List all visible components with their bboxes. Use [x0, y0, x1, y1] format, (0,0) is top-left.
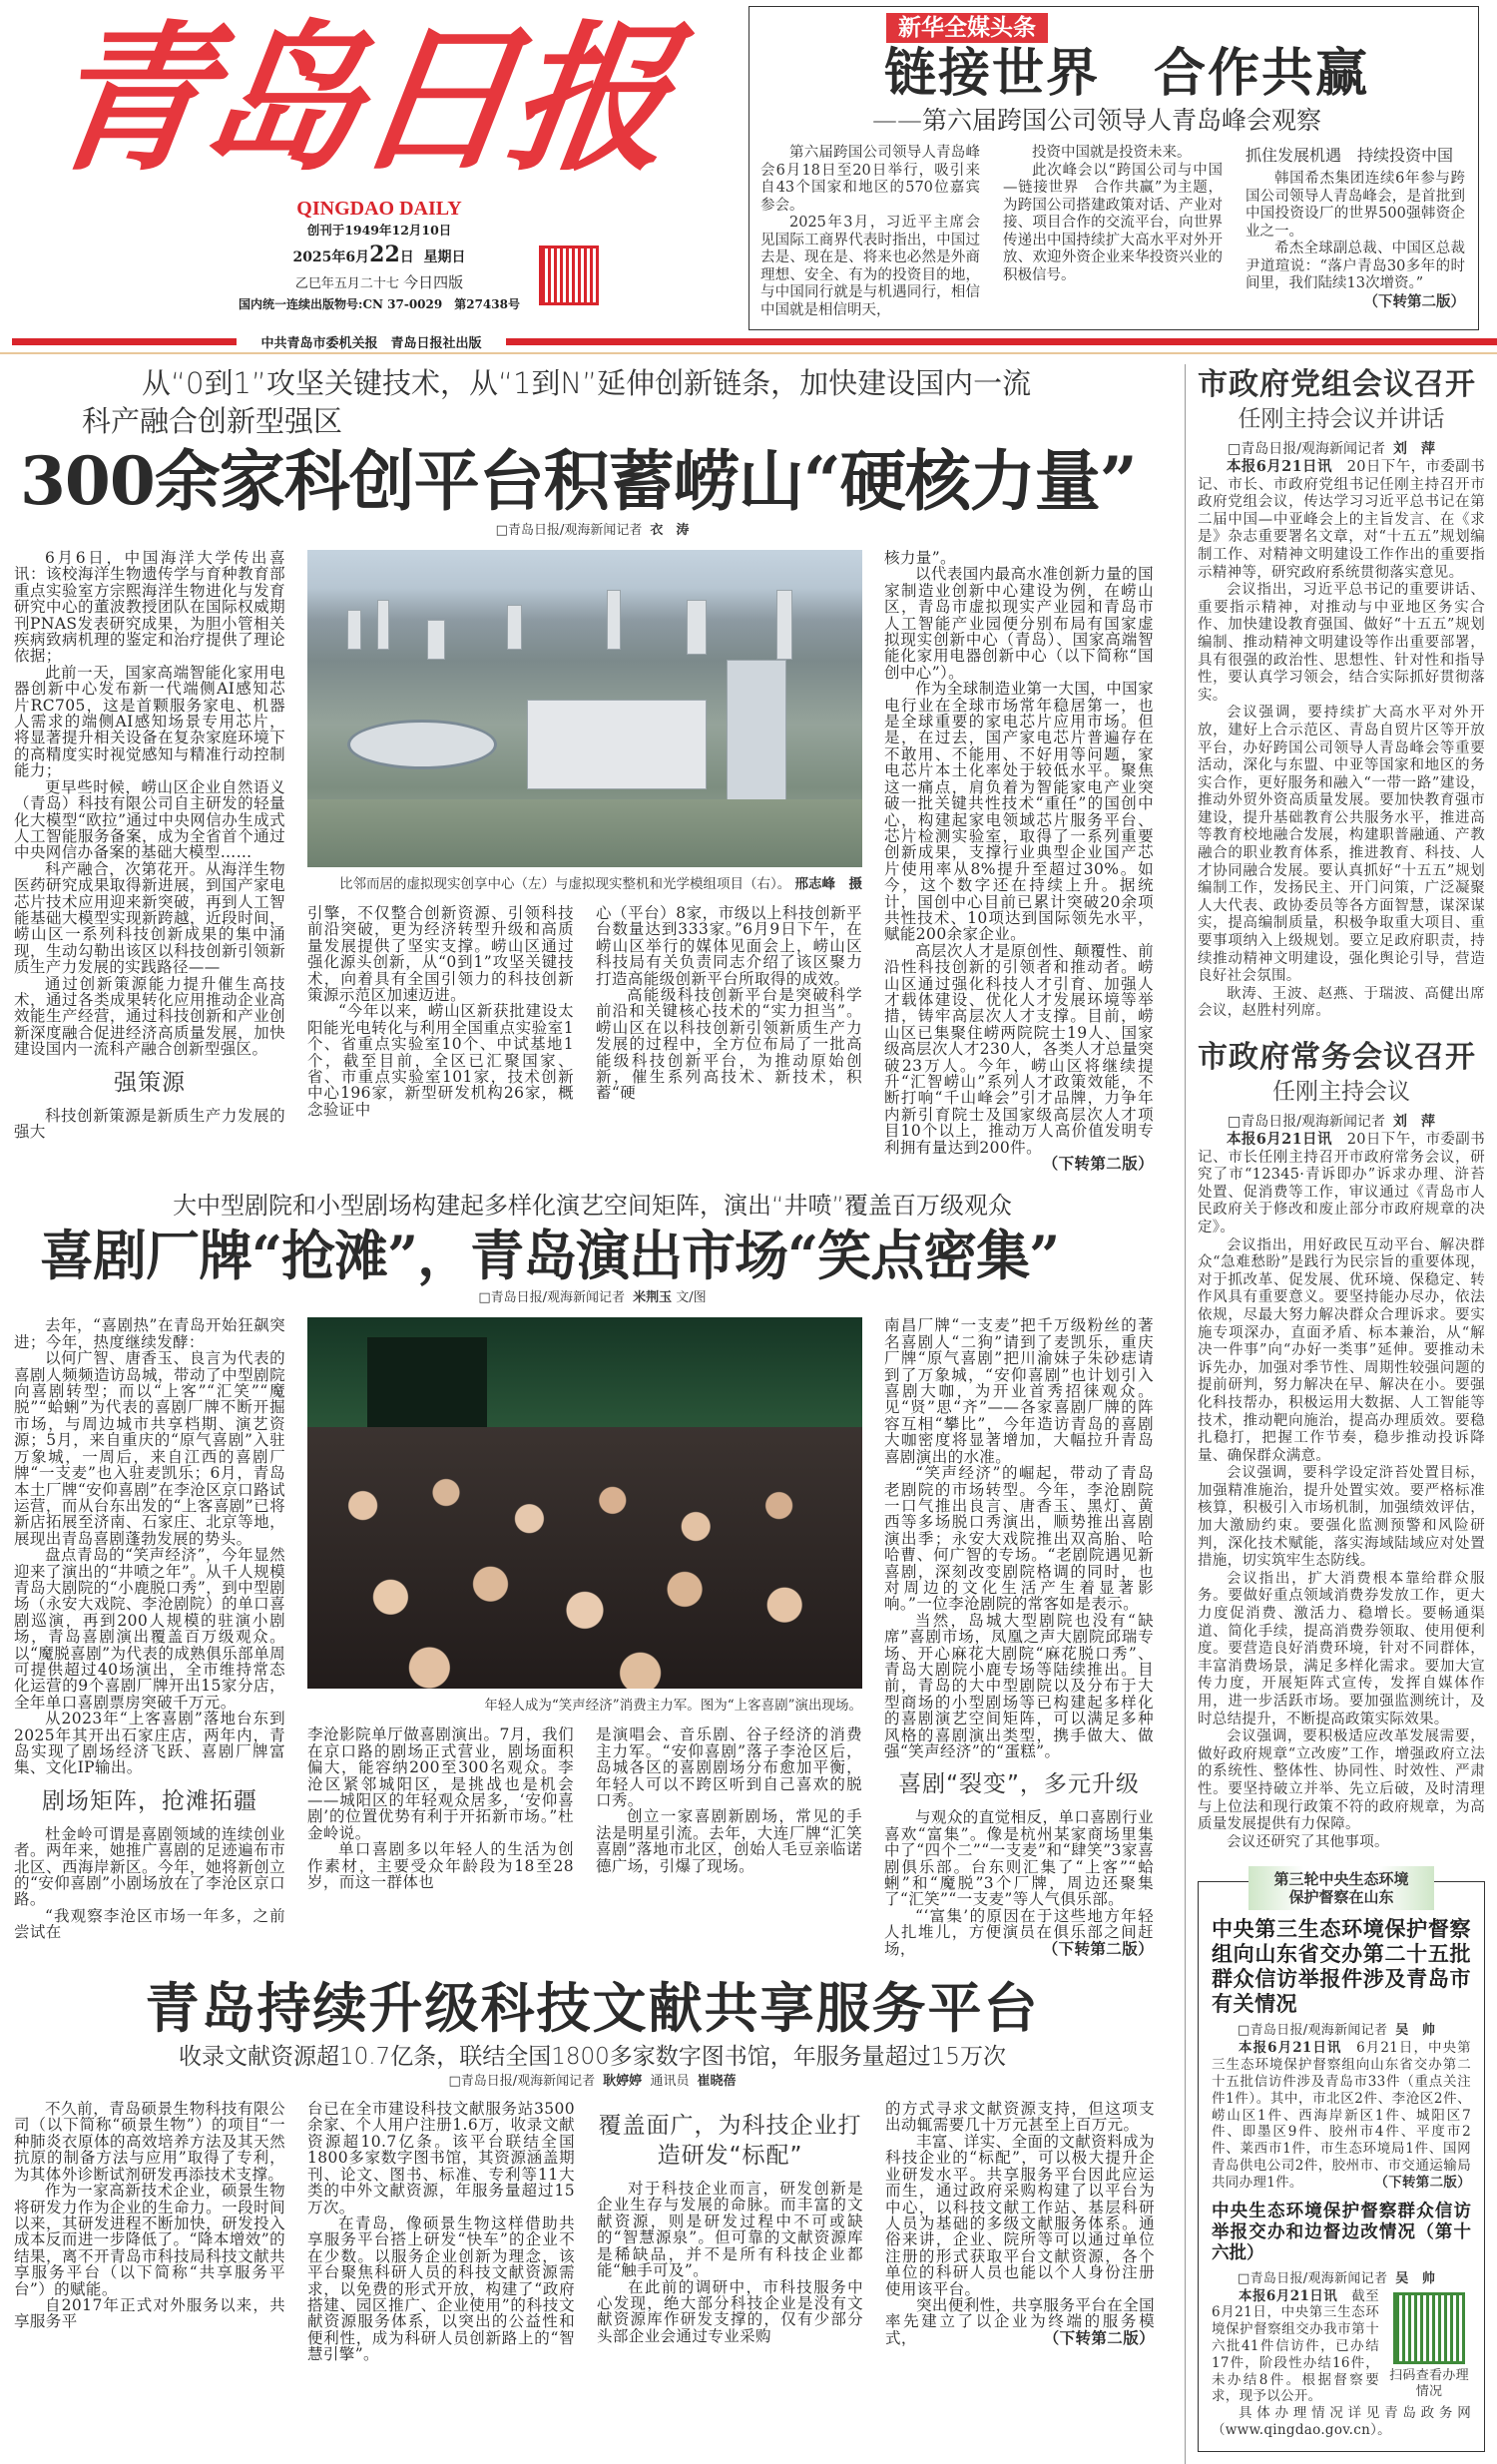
paragraph: [307, 905, 574, 1003]
masthead-rule: [0, 332, 1497, 350]
paragraph: 通过创新策源能力提升催生高技术，通过各类成果转化应用推动企业高效能生产经营，通过科技创新和产业创新深度融合促进经济高质量发展，加快建设国内一流科产融合创新型强区。: [14, 975, 285, 1058]
library-column-2: [307, 2101, 575, 2363]
paragraph: [1212, 2040, 1471, 2191]
byline-label: □青岛日报/观海新闻记者: [448, 2074, 596, 2090]
eco-story-1: [1212, 2022, 1471, 2191]
byline-label: □青岛日报/观海新闻记者: [495, 523, 643, 538]
masthead-logo: 青岛日报: [36, 5, 679, 193]
english-name: QINGDAO DAILY: [296, 198, 462, 220]
lead-story: [0, 364, 1185, 1172]
comedy-middle: [307, 1317, 862, 1890]
paragraph: “笑声经济”的崛起，带动了青岛老剧院的市场转型。今年，李沧剧院一口气推出良言、唐香玉、黑灯、黄西等多场脱口秀演出，顺势推出喜剧演出季；永安大戏院推出双高胎、哈哈曹、何广智的专场。“老剧院遇见新喜剧，深刻改变剧院格调的同时，也对周边的文化生活产生着显著影响。”一位李沧剧院的常客如是表示。: [884, 1465, 1154, 1613]
paragraph: 在此前的调研中，市科技服务中心发现，绝大部分科技企业是没有文献资源库作研发支撑的，仅有少部分头部企业会通过专业采购: [597, 2278, 863, 2345]
story-headline[interactable]: 市政府党组会议召开: [1198, 367, 1476, 402]
paragraph: 高能级科技创新平台是突破科学前沿和关键核心技术的“实力担当”。崂山区在以科技创新引领新质生产力发展的过程中，全方位布局了一批高能级科技创新平台，为推动原始创新，催生系列高技术、新技术，积蓄“硬: [596, 987, 862, 1102]
qr-code-icon[interactable]: [1393, 2292, 1465, 2364]
serial-number: 国内统一连续出版物号:CN 37-0029 第27438号: [239, 297, 520, 311]
paragraph: 6月6日，中国海洋大学传出喜讯：该校海洋生物遗传学与育种教育部重点实验室方宗熙海洋生物进化与发育研究中心的董波教授团队在国际权威期刊PNAS发表研究成果，为胆小管相关疾病致病机理的鉴定和治疗提供了理论依据；: [14, 550, 285, 665]
paragraph: 会议指出，扩大消费根本靠给群众服务。要做好重点领域消费券发放工作，更大力度促消费、激活力、稳增长。要畅通渠道、简化手续，提高消费券领取、使用便利度。要营造良好消费环境，针对不同群体，丰富消费场景，满足多样化需求。要加大宣传力度，开展矩阵式宣传，发挥自媒体作用，进一步活跃市场。要加强监测统计，及时总结提升，不断提高政策实际效果。: [1198, 1570, 1485, 1727]
paragraph: [885, 2297, 1155, 2346]
comedy-body: [0, 1317, 1185, 1957]
byline-label: □青岛日报/观海新闻记者: [478, 1290, 626, 1306]
paragraph: 会议强调，要积极适应改革发展需要，做好政府规章“立改废”工作，增强政府立法的系统性、整体性、协同性、时效性、严肃性。要坚持破立并举、先立后破，及时清理与上位法和现行政策不符的政府规章，为高质量发展提供有力保障。: [1198, 1728, 1485, 1833]
author: 米荆玉: [633, 1290, 673, 1306]
paragraph: 会议指出，习近平总书记的重要讲话、重要指示精神，对推动与中亚地区务实合作、加快建设教育强国、做好“十五五”规划编制、推动精神文明建设等作出重要部署，具有很强的政治性、思想性、针对性和指导性，要认真学习领会，结合实际抓好贯彻落实。: [1198, 582, 1485, 704]
top-feature-box: [748, 6, 1479, 330]
paragraph: 耿涛、王波、赵燕、于瑞波、高健出席会议，赵胜村列席。: [1198, 985, 1485, 1020]
top-columns: [760, 145, 1467, 319]
comedy-story: [0, 1190, 1185, 1957]
story-byline: [1198, 440, 1485, 458]
paragraph: 对于科技企业而言，研发创新是企业生存与发展的命脉。而丰富的文献资源，则是研发过程中不可或缺的“智慧源泉”。但可靠的文献资源库是稀缺品，并不是所有科技企业都能“触手可及”。: [597, 2181, 863, 2279]
lead-byline: [0, 522, 1185, 540]
qr-caption: 扫码查看办理情况: [1389, 2367, 1469, 2399]
library-story: [0, 1975, 1185, 2363]
paragraph: [884, 550, 1154, 566]
banner-line: 保护督察在山东: [1288, 1888, 1394, 1907]
paragraph: 在青岛，像硕景生物这样借助共享服务平台搭上研发“快车”的企业不在少数。以服务企业创新为理念，该平台聚焦科研人员的科技文献资源需求，以免费的形式开放，构建了“政府搭建、园区推广、企业使用”的科技文献资源服务体系，以突出的公益性和便利性，成为科研人员创新路上的“智慧引擎”。: [307, 2215, 575, 2363]
paragraph: 科产融合，次第花开。从海洋生物医药研究成果取得新进展，到国产家电芯片技术应用迎来新突破，再到人工智能基础大模型实现新跨越，近段时间，崂山区一系列科技创新成果的集中涌现，生动勾勒出该区以科技创新引领新质生产力发展的实践路径——: [14, 860, 285, 976]
paragraph-text: 南昌厂牌“一支麦”把千万级粉丝的著名喜剧人“二狗”请到了麦凯乐，重庆厂牌“原气喜剧”把川渝妹子朱砂痣请到了万象城，“安仰喜剧”也计划引入喜剧大咖，为开业首秀招徕观众。见“贤”思“齐”——各家喜剧厂牌的阵容互相“攀比”，今年造访青岛的喜剧大咖密度将显著增加，大幅拉升青岛喜剧演出的水准。: [884, 1317, 1154, 1466]
paragraph: “今年以来，崂山区新获批建设太阳能光电转化与利用全国重点实验室1个、省重点实验室10个、中试基地1个，截至目前，全区已汇聚国家、省、市重点实验室101家，技术创新中心196家，新型研发机构26家，概念验证中: [307, 1003, 574, 1119]
paragraph: 希杰全球副总裁、中国区总裁尹道瑄说：“落户青岛30多年的时间里，我们陆续13次增资。”: [1246, 241, 1465, 291]
paragraph: 去年，“喜剧热”在青岛开始狂飙突进；今年，热度继续发酵：: [14, 1317, 285, 1351]
comedy-column-left: [14, 1317, 285, 1940]
qr-block: [1387, 2292, 1471, 2400]
lead-photo-aerial-city[interactable]: [307, 550, 862, 867]
continued-label[interactable]: （下转第二版）: [1042, 1154, 1154, 1173]
paragraph: 不久前，青岛硕景生物科技有限公司（以下简称“硕景生物”）的项目“一种肺炎衣原体的高效培养方法及其天然抗原的制备方法与应用”取得了专利，为其体外诊断试剂研发再添技术支撑。: [14, 2101, 285, 2184]
comedy-byline: [0, 1289, 1185, 1307]
paragraph: 以何广智、唐香玉、良言为代表的喜剧人频频造访岛城，带动了中型剧院向喜剧转型；而以“上客”“汇笑”“魔脱”“蛤蜊”为代表的喜剧厂牌不断开掘市场，与周边城市共享档期、演艺资源；5月，来自重庆的“原气喜剧”入驻万象城，一周后，来自江西的喜剧厂牌“一支麦”也入驻麦凯乐；6月，青岛本土厂牌“安仰喜剧”在李沧区京口路试运营，而从台东出发的“上客喜剧”已将新店拓展至济南、石家庄、北京等地，展现出青岛喜剧蓬勃发展的势头。: [14, 1350, 285, 1548]
paragraph-text: 的方式寻求文献资源支持，但这项支出动辄需要几十万元甚至上百万元。: [885, 2101, 1155, 2134]
continued-label[interactable]: （下转第二版）: [1374, 2174, 1471, 2191]
top-col-1: [760, 145, 980, 319]
top-headline[interactable]: 链接世界 合作共赢: [884, 43, 1370, 104]
publisher-line: 中共青岛市委机关报 青岛日报社出版: [260, 335, 482, 351]
paragraph: 从2023年“上客喜剧”落地台东到2025年其开出石家庄店，两年内，青岛实现了剧场经济飞跃、喜剧厂牌富集、文化IP输出。: [14, 1711, 285, 1776]
sidebar-story-executive-meeting: [1198, 1039, 1485, 1851]
paragraph-text: 6月21日，中央第三生态环境保护督察组向山东省交办第二十五批信访件涉及青岛市33件（重点关注件1件）。其中，市北区2件、李沧区2件、崂山区1件、西海岸新区1件、城阳区7件、即墨区9件、胶州市4件、平度市2件、莱西市1件，市生态环境局1件、国网青岛供电公司2件，胶州市、市交通运输局共同办理1件。: [1212, 2040, 1471, 2191]
paragraph: [307, 1726, 574, 1841]
paragraph: [884, 943, 1154, 1173]
paragraph-text: 引擎，不仅整合创新资源、引领科技前沿突破，更为经济转型升级和高质量发展提供了坚实支撑。崂山区通过强化源头创新，从“0到1”攻坚关键技术，向着具有全国引领力的科技创新策源示范区加速迈进。: [307, 905, 574, 1004]
paragraph: 自2017年正式对外服务以来，共享服务平: [14, 2296, 285, 2330]
lead-photo-caption: [307, 875, 862, 893]
date-prefix: 2025年6月: [292, 249, 370, 265]
top-col-3-subhead: 抓住发展机遇 持续投资中国: [1246, 146, 1454, 165]
comedy-column-right: [884, 1317, 1154, 1957]
paragraph: [1198, 458, 1485, 582]
right-sidebar: [1185, 364, 1497, 2464]
section-subhead: 覆盖面广，为科技企业打造研发“标配”: [598, 2113, 862, 2170]
lunar-line: [295, 273, 463, 293]
story-byline: [1212, 2022, 1471, 2040]
comedy-photo-caption: 年轻人成为“笑声经济”消费主力军。图为“上客喜剧”演出现场。: [484, 1698, 862, 1715]
sidebar-story-party-meeting: [1198, 366, 1485, 1021]
correspondent-label: 通讯员: [650, 2074, 690, 2090]
paragraph: 与观众的直觉相反，单口喜剧行业喜欢“富集”。像是杭州某家商场里集中了“四个二”“一支麦”和“肆笑”3家喜剧俱乐部。台东则汇集了“上客”“蛤蜊”和“魔脱”3个厂牌，周边还聚集了“汇笑”“一支麦”等人气俱乐部。: [884, 1809, 1154, 1908]
page-header: [0, 0, 1497, 330]
paragraph-text: 20日下午，市委副书记、市长任刚主持召开市政府常务会议，研究了市“12345·青诉即办”诉求办理、浒苔处置、促消费等工作，审议通过《青岛市人民政府关于修改和废止部分市政府规章的决定》。: [1198, 1132, 1485, 1235]
lead-kicker-2: 科产融合创新型强区: [82, 404, 343, 438]
dateline: 本报6月21日讯: [1227, 458, 1332, 475]
lead-column-right: [884, 550, 1154, 1172]
paragraph: 具体办理情况详见青岛政务网（www.qingdao.gov.cn）。: [1212, 2405, 1471, 2438]
story-headline[interactable]: 市政府常务会议召开: [1198, 1040, 1476, 1075]
lead-kicker-1: 从“0到1”攻坚关键技术，从“1到N”延伸创新链条，加快建设国内一流: [142, 366, 1032, 400]
paragraph: [885, 2101, 1155, 2134]
byline-label: □青岛日报/观海新闻记者: [1238, 2270, 1388, 2286]
paragraph: [307, 2101, 575, 2216]
comedy-column-mid-1: [307, 1726, 574, 1890]
paragraph: 此前一天，国家高端智能化家用电器创新中心发布新一代端侧AI感知芯片RC705，这是首颗服务家电、机器人需求的端侧AI感知场景专用芯片，将显著提升相关设备在复杂家庭环境下的高精度实时视觉感知与精准行动控制能力；: [14, 664, 285, 779]
eco-headline-2[interactable]: 中央生态环境保护督察群众信访举报交办和边督边改情况（第十六批）: [1212, 2201, 1471, 2263]
paragraph: 2025年3月，习近平主席会见国际工商界代表时指出，中国过去是、现在是、将来也必然是外商理想、安全、有为的投资目的地，与中国同行就是与机遇同行，相信中国就是相信明天，: [760, 215, 980, 318]
divider: [0, 352, 1497, 354]
dateline: 本报6月21日讯: [1239, 2287, 1338, 2304]
section-subhead: 强策源: [114, 1069, 186, 1096]
lunar-date: 乙巳年五月二十七: [294, 276, 399, 291]
lead-middle: [307, 550, 862, 1118]
byline-label: □青岛日报/观海新闻记者: [1238, 2023, 1388, 2039]
top-col-2: [1003, 145, 1223, 319]
author: 刘 萍: [1392, 441, 1435, 457]
credit: 文/图: [676, 1290, 707, 1306]
paragraph: 韩国希杰集团连续6年参与跨国公司领导人青岛峰会，是首批到中国投资设厂的世界500强韩资企业之一。: [1246, 171, 1465, 240]
author: 衣 涛: [650, 523, 690, 538]
section-subhead: 剧场矩阵，抢滩拓疆: [42, 1787, 257, 1814]
photo-credit: 邢志峰 摄: [794, 876, 862, 892]
library-byline: [0, 2073, 1185, 2091]
eco-banner: [1248, 1866, 1434, 1910]
story-byline: [1198, 1113, 1485, 1131]
paragraph: 会议指出，用好政民互动平台、解决群众“急难愁盼”是践行为民宗旨的重要体现，对于抓改革、促发展、优环境、保稳定、转作风具有重要意义。要坚持能办尽办，依法依规，尽最大努力解决群众合理诉求。要实施专项深办，直面矛盾、标本兼治，从“解决一件事”向“办好一类事”延伸。要推动未诉先办，加强对季节性、周期性较强问题的提前研判，努力解决在早、解决在小。要强化科技帮办，积极运用大数据、人工智能等技术，推动靶向施治，提高办理质效。要稳扎稳打，把握工作节奏，稳步推动投诉降量、确保群众满意。: [1198, 1236, 1485, 1464]
masthead: [0, 0, 748, 311]
paragraph-text: 李沧影院单厅做喜剧演出。7月，我们在京口路的剧场正式营业，剧场面积偏大，能容纳200至300名观众。李沧区紧邻城阳区，是挑战也是机会——城阳区的年轻观众居多，‘安仰喜剧’的位置优势有利于开拓新市场。”杜金岭说。: [307, 1726, 574, 1842]
eco-inspection-box: [1198, 1870, 1485, 2451]
library-headline[interactable]: 青岛持续升级科技文献共享服务平台: [145, 1976, 1040, 2041]
date-suffix: 日: [399, 249, 414, 265]
paragraph: 科技创新策源是新质生产力发展的强大: [14, 1107, 285, 1141]
lead-column-left: [14, 550, 285, 1140]
paragraph: 此次峰会以“跨国公司与中国—链接世界 合作共赢”为主题，为跨国公司搭建政策对话、产业对接、项目合作的交流平台，向世界传递出中国持续扩大高水平对外开放、欢迎外资企业来华投资兴业的积极信号。: [1003, 162, 1223, 283]
section-subhead: 喜剧“裂变”，多元升级: [898, 1771, 1140, 1798]
byline-label: □青岛日报/观海新闻记者: [1228, 441, 1385, 457]
author: 耿婷婷: [603, 2074, 643, 2090]
paragraph: 创立一家喜剧新剧场，常见的手法是明星引流。去年，大连厂牌“汇笑喜剧”落地市北区，创始人毛豆亲临诺德广场，引爆了现场。: [596, 1808, 862, 1875]
founded-date: 创刊于1949年12月10日: [306, 223, 452, 238]
issue-date: [292, 242, 465, 270]
dateline: 本报6月21日讯: [1239, 2040, 1342, 2057]
paragraph-text: 心（平台）8家，市级以上科技创新平台数量达到333家。”6月9日下午，在崂山区举行的媒体见面会上，崂山区科技局有关负责同志介绍了该区聚力打造高能级创新平台所取得的成效。: [596, 905, 862, 988]
paragraph: 单口喜剧多以年轻人的生活为创作素材，主要受众年龄段为18至28岁，而这一群体也: [307, 1841, 574, 1891]
library-subtitle: 收录文献资源超10.7亿条，联结全国1800多家数字图书馆，年服务量超过15万次: [178, 2044, 1006, 2071]
paragraph: 丰富、详实、全面的文献资料成为科技企业的“标配”，可以极大提升企业研发水平。共享服务平台因此应运而生，通过政府采购构建了以平台为中心，以科技文献工作站、基层科研人员为基础的多级文献服务体系。通俗来讲，企业、院所等可以通过单位注册的形式获取平台文献资源，各个单位的科研人员也能以个人身份注册使用该平台。: [885, 2133, 1155, 2297]
caption-text: 比邻而居的虚拟现实创享中心（左）与虚拟现实整机和光学模组项目（右）。: [338, 876, 791, 892]
paragraph: [1198, 1131, 1485, 1237]
top-subtitle: ——第六届跨国公司领导人青岛峰会观察: [872, 106, 1322, 135]
paragraph: 更早些时候，崂山区企业自然语义（青岛）科技有限公司自主研发的轻量化大模型“欧拉”通过中央网信办生成式人工智能服务备案，成为全省首个通过中央网信办备案的基础大模型……: [14, 778, 285, 861]
paragraph: 投资中国就是投资未来。: [1032, 145, 1192, 161]
paragraph-text: 20日下午，市委副书记、市长、市政府党组书记任刚主持召开市政府党组会议，传达学习习近平总书记在第二届中国—中亚峰会上的主旨发言、在《求是》杂志重要署名文章，对“十五五”规划编制工作、对精神文明建设工作作出的重要指示精神等，研究政府系统贯彻落实意见。: [1198, 459, 1485, 581]
main-content: [0, 364, 1497, 2464]
page-count: 今日四版: [403, 273, 464, 291]
left-area: [0, 364, 1185, 2381]
lead-column-mid-2: [596, 905, 862, 1118]
story-subtitle: 任刚主持会议: [1272, 1079, 1410, 1105]
paragraph: [884, 1908, 1154, 1957]
library-column-3: [597, 2101, 863, 2344]
author: 吴 帅: [1395, 2270, 1436, 2286]
paragraph: 杜金岭可谓是喜剧领域的连续创业者。两年来，她推广喜剧的足迹遍布市北区、西海岸新区。今年，她将新创立的“安仰喜剧”小剧场放在了李沧区京口路。: [14, 1825, 285, 1908]
lead-headline[interactable]: 300余家科创平台积蓄崂山“硬核力量”: [20, 442, 1137, 520]
paragraph-text: 截至6月21日，中央第三生态环境保护督察组交办我市第十六批41件信访件，已办结17件，阶段性办结16件，未办结8件。根据督察要求，现予以公开。: [1212, 2287, 1379, 2405]
paragraph: “我观察李沧区市场一年多，之前尝试在: [14, 1907, 285, 1941]
paragraph: 会议强调，要科学设定浒苔处置目标，加强精准施治，提升处置实效。要严格标准核算，积极引入市场机制，加强绩效评估，加大激励约束。要强化监测预警和风险研判，深化技术赋能，落实海域陆域应对处置措施，切实筑牢生态防线。: [1198, 1465, 1485, 1570]
eco-story-2: [1212, 2270, 1471, 2439]
dateline: 本报6月21日讯: [1227, 1131, 1332, 1148]
divider: [506, 338, 1497, 345]
byline-label: □青岛日报/观海新闻记者: [1228, 1114, 1385, 1130]
paragraph: [596, 905, 862, 987]
eco-headline-1[interactable]: 中央第三生态环境保护督察组向山东省交办第二十五批群众信访举报件涉及青岛市有关情况: [1212, 1916, 1471, 2017]
story-body: [1198, 458, 1485, 1021]
continued-label[interactable]: （下转第二版）: [1042, 1938, 1154, 1958]
masthead-info: [230, 198, 529, 312]
author: 刘 萍: [1392, 1114, 1435, 1130]
comedy-middle-columns: [307, 1726, 862, 1890]
paragraph: 作为一家高新技术企业，硕景生物将研发力作为企业的生命力。一段时间以来，其研发进程不断加快，研发投入成本反而进一步降低了。“降本增效”的结果，离不开青岛市科技局科技文献共享服务平台（以下简称“共享服务平台”）的赋能。: [14, 2183, 285, 2297]
paragraph-text: 核力量”。: [884, 550, 956, 567]
correspondent: 崔晓蓓: [697, 2074, 737, 2090]
lead-body: [0, 550, 1185, 1172]
qr-code-icon[interactable]: [539, 246, 599, 305]
story-subtitle: 任刚主持会议并讲话: [1238, 406, 1445, 432]
author: 吴 帅: [1395, 2023, 1436, 2039]
paragraph: 会议强调，要持续扩大高水平对外开放，建好上合示范区、青岛自贸片区等开放平台，办好跨国公司领导人青岛峰会等重要活动，深化与东盟、中亚等国家和地区的务实合作，更好服务和融入“一带一路”建设，推动外贸外资高质量发展。要加快教育强市建设，提升基础教育公共服务水平，推进高等教育校地融合发展，构建职普融通、产教融合的职业教育体系，推进教育、科技、人才协同融合发展。要认真抓好“十五五”规划编制工作，发扬民主、开门问策，广泛凝聚人大代表、政协委员等各方面智慧，谋深谋实，提高编制质量，积极争取重大项目、重要事项纳入上级规划。要立足政府职责，持续推动精神文明建设，强化舆论引导，营造良好社会氛围。: [1198, 705, 1485, 985]
paragraph: [884, 1317, 1154, 1465]
library-column-1: [14, 2101, 285, 2330]
divider: [12, 338, 237, 345]
paragraph: 第六届跨国公司领导人青岛峰会6月18日至20日举行，吸引来自43个国家和地区的570位嘉宾参会。: [760, 145, 980, 214]
paragraph: 盘点青岛的“笑声经济”，今年显然迎来了演出的“井喷之年”。从千人规模青岛大剧院的“小鹿脱口秀”，到中型剧场（永安大戏院、李沧剧院）的单口喜剧巡演，再到200人规模的驻演小剧场，青岛喜剧演出覆盖百万级观众。以“魔脱喜剧”为代表的成熟俱乐部单周可提供超过40场演出，全市维持常态化运营的9个喜剧厂牌开出15家分店，全年单口喜剧票房突破千万元。: [14, 1547, 285, 1712]
lead-middle-columns: [307, 905, 862, 1118]
paragraph: 作为全球制造业第一大国，中国家电行业在全球市场常年稳居第一，也是全球重要的家电芯片应用市场。但是，在过去，国产家电芯片普遍存在不敢用、不能用、不好用等问题，家电芯片本土化率处于较低水平。聚焦这一痛点，肩负着为智能家电产业突破一批关键共性技术“重任”的国创中心，构建起家电领域芯片服务平台、芯片检测实验室，取得了一系列重要创新成果，支撑行业典型企业国产芯片使用率从8%提升至超过30%。如今，这个数字还在持续上升。据统计，国创中心目前已累计突破20余项共性技术、10项达到国际领先水平，赋能200余家企业。: [884, 681, 1154, 943]
continued-label[interactable]: （下转第二版）: [1363, 292, 1465, 310]
paragraph-text: 是演唱会、音乐剧、谷子经济的消费主力军。“安仰喜剧”落子李沧区后，岛城各区的喜剧剧场分布愈加平衡，年轻人可以不跨区听到自己喜欢的脱口秀。: [596, 1726, 862, 1809]
banner-line: 第三轮中央生态环境: [1273, 1870, 1409, 1889]
paragraph: 会议还研究了其他事项。: [1227, 1833, 1389, 1850]
paragraph: [596, 1726, 862, 1808]
xinhua-tag: 新华全媒头条: [886, 13, 1048, 43]
continued-label[interactable]: （下转第二版）: [1043, 2327, 1155, 2347]
library-body: [0, 2101, 1185, 2363]
paragraph-text: 突出便利性，共享服务平台在全国率先建立了以企业为终端的服务模式，: [885, 2296, 1155, 2347]
lead-column-mid-1: [307, 905, 574, 1118]
date-day: 22: [369, 242, 400, 267]
top-col-3-body: [1246, 171, 1465, 293]
story-body: [1198, 1131, 1485, 1851]
paragraph: 当然，岛城大型剧院也没有“缺席”喜剧市场，凤凰之声大剧院邱瑞专场、开心麻花大剧院“麻花脱口秀”、青岛大剧院小鹿专场等陆续推出。目前，青岛的大中型剧院以及分布于大型商场的小型剧场等已构建起多样化的喜剧演艺空间矩阵，可以满足多种风格的喜剧演出类型，携手做大、做强“笑声经济”的“蛋糕”。: [884, 1612, 1154, 1760]
comedy-kicker: 大中型剧院和小型剧场构建起多样化演艺空间矩阵，演出“井喷”覆盖百万级观众: [173, 1192, 1012, 1221]
weekday: 星期日: [423, 249, 466, 265]
comedy-photo-audience[interactable]: [307, 1317, 862, 1689]
comedy-headline[interactable]: 喜剧厂牌“抢滩”，青岛演出市场“笑点密集”: [40, 1224, 1060, 1288]
comedy-column-mid-2: [596, 1726, 862, 1890]
library-column-4: [885, 2101, 1155, 2346]
paragraph: 以代表国内最高水准创新力量的国家制造业创新中心建设为例，在崂山区，青岛市虚拟现实产业园和青岛市人工智能产业园便分别布局有国家虚拟现实创新中心（青岛）、国家高端智能化家用电器创新中心（以下简称“国创中心”）。: [884, 566, 1154, 682]
paragraph-text: “‘富集’的原因在于这些地方年轻人扎堆儿，方便演员在俱乐部之间赶场，: [884, 1907, 1154, 1958]
paragraph-text: 台已在全市建设科技文献服务站3500余家、个人用户注册1.6万，收录文献资源超10.7亿条。该平台联结全国1800多家数字图书馆，其资源涵盖期刊、论文、图书、标准、专利等11大类的中外文献资源，年服务量超过15万次。: [307, 2101, 575, 2216]
paragraph-text: 高层次人才是原创性、颠覆性、前沿性科技创新的引领者和推动者。崂山区通过强化科技人才引育、加强人才载体建设、优化人才发展环境等举措，铸牢高层次人才支撑。目前，崂山区已集聚住崂两院院士19人、国家级高层次人才230人，各类人才总量突破23万人。今年，崂山区将继续提升“汇智崂山”系列人才政策效能，不断打响“千山峰会”引才品牌，力争年内新引育院士及国家级高层次人才项目10个以上，推动万人高价值发明专利拥有量达到200件。: [884, 942, 1154, 1157]
top-col-3: [1246, 145, 1465, 319]
story-byline: [1212, 2270, 1471, 2288]
